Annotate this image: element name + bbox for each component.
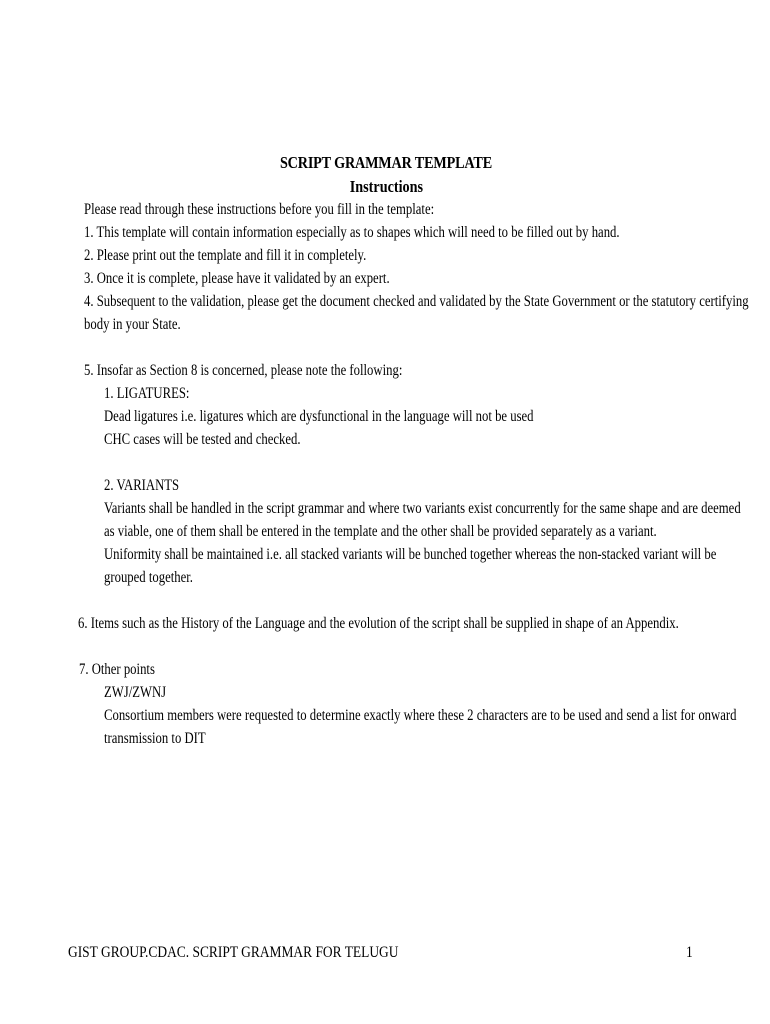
ligatures-line-2: CHC cases will be tested and checked. (104, 431, 301, 448)
page-number: 1 (686, 944, 693, 961)
variants-line-2: as viable, one of them shall be entered in the template and the other shall be provided separately as a variant. (104, 523, 657, 540)
instruction-6: 6. Items such as the History of the Language and the evolution of the script shall be supplied in shape of an Appendix. (78, 615, 679, 632)
document-title: SCRIPT GRAMMAR TEMPLATE (279, 153, 493, 172)
instruction-4-line-1: 4. Subsequent to the validation, please get the document checked and validated by the State Government or the statutory certifying (84, 293, 749, 310)
zwj-line-1: Consortium members were requested to determine exactly where these 2 characters are to be used and send a list for onward (104, 707, 737, 724)
zwj-line-2: transmission to DIT (104, 730, 206, 747)
ligatures-line-1: Dead ligatures i.e. ligatures which are dysfunctional in the language will not be used (104, 408, 534, 425)
instruction-3: 3. Once it is complete, please have it validated by an expert. (84, 270, 390, 287)
intro-text: Please read through these instructions before you fill in the template: (84, 201, 435, 218)
document-subtitle: Instructions (349, 177, 424, 196)
instruction-2: 2. Please print out the template and fill it in completely. (84, 247, 367, 264)
variants-line-1: Variants shall be handled in the script grammar and where two variants exist concurrently for the same shape and are deemed (104, 500, 741, 517)
footer-text: GIST GROUP.CDAC. SCRIPT GRAMMAR FOR TELUGU (68, 944, 399, 961)
zwj-heading: ZWJ/ZWNJ (104, 684, 167, 701)
variants-line-4: grouped together. (104, 569, 193, 586)
ligatures-heading: 1. LIGATURES: (104, 385, 190, 402)
instruction-4-line-2: body in your State. (84, 316, 181, 333)
instruction-5: 5. Insofar as Section 8 is concerned, please note the following: (84, 362, 403, 379)
variants-heading: 2. VARIANTS (104, 477, 180, 494)
instruction-7: 7. Other points (79, 661, 155, 678)
instruction-1: 1. This template will contain information especially as to shapes which will need to be filled out by hand. (84, 224, 620, 241)
variants-line-3: Uniformity shall be maintained i.e. all stacked variants will be bunched together whereas the non-stacked variant will be (104, 546, 717, 563)
